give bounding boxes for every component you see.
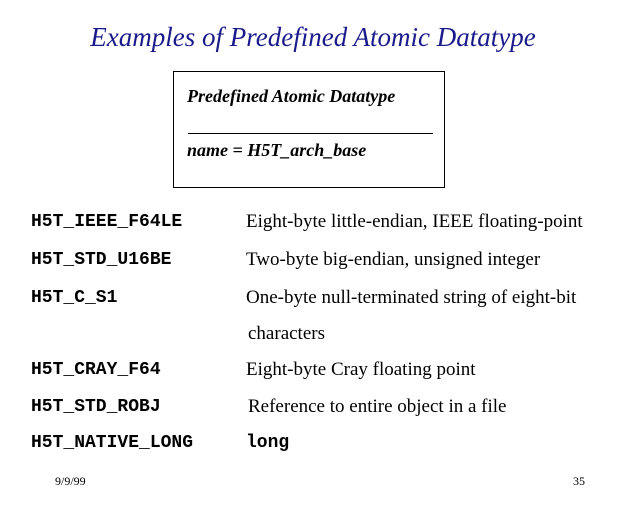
datatype-name: H5T_IEEE_F64LE: [31, 212, 183, 232]
datatype-name: H5T_C_S1: [31, 288, 118, 308]
datatype-name: H5T_STD_ROBJ: [31, 397, 161, 417]
datatype-description: One-byte null-terminated string of eight-bit: [246, 287, 577, 308]
box-heading: Predefined Atomic Datatype: [187, 86, 396, 106]
datatype-description: Two-byte big-endian, unsigned integer: [246, 249, 541, 270]
datatype-description: long: [246, 433, 290, 453]
datatype-description: Reference to entire object in a file: [248, 396, 507, 417]
datatype-name: H5T_STD_U16BE: [31, 250, 172, 270]
page-number: 35: [573, 474, 585, 488]
naming-formula: name = H5T_arch_base: [187, 140, 367, 160]
footer-date: 9/9/99: [55, 474, 86, 488]
datatype-description: Eight-byte little-endian, IEEE floating-point: [246, 211, 583, 232]
slide-title: Examples of Predefined Atomic Datatype: [90, 22, 536, 52]
datatype-name: H5T_NATIVE_LONG: [31, 433, 194, 453]
datatype-name: H5T_CRAY_F64: [31, 360, 161, 380]
datatype-description-continued: characters: [248, 323, 325, 344]
datatype-description: Eight-byte Cray floating point: [246, 359, 476, 380]
